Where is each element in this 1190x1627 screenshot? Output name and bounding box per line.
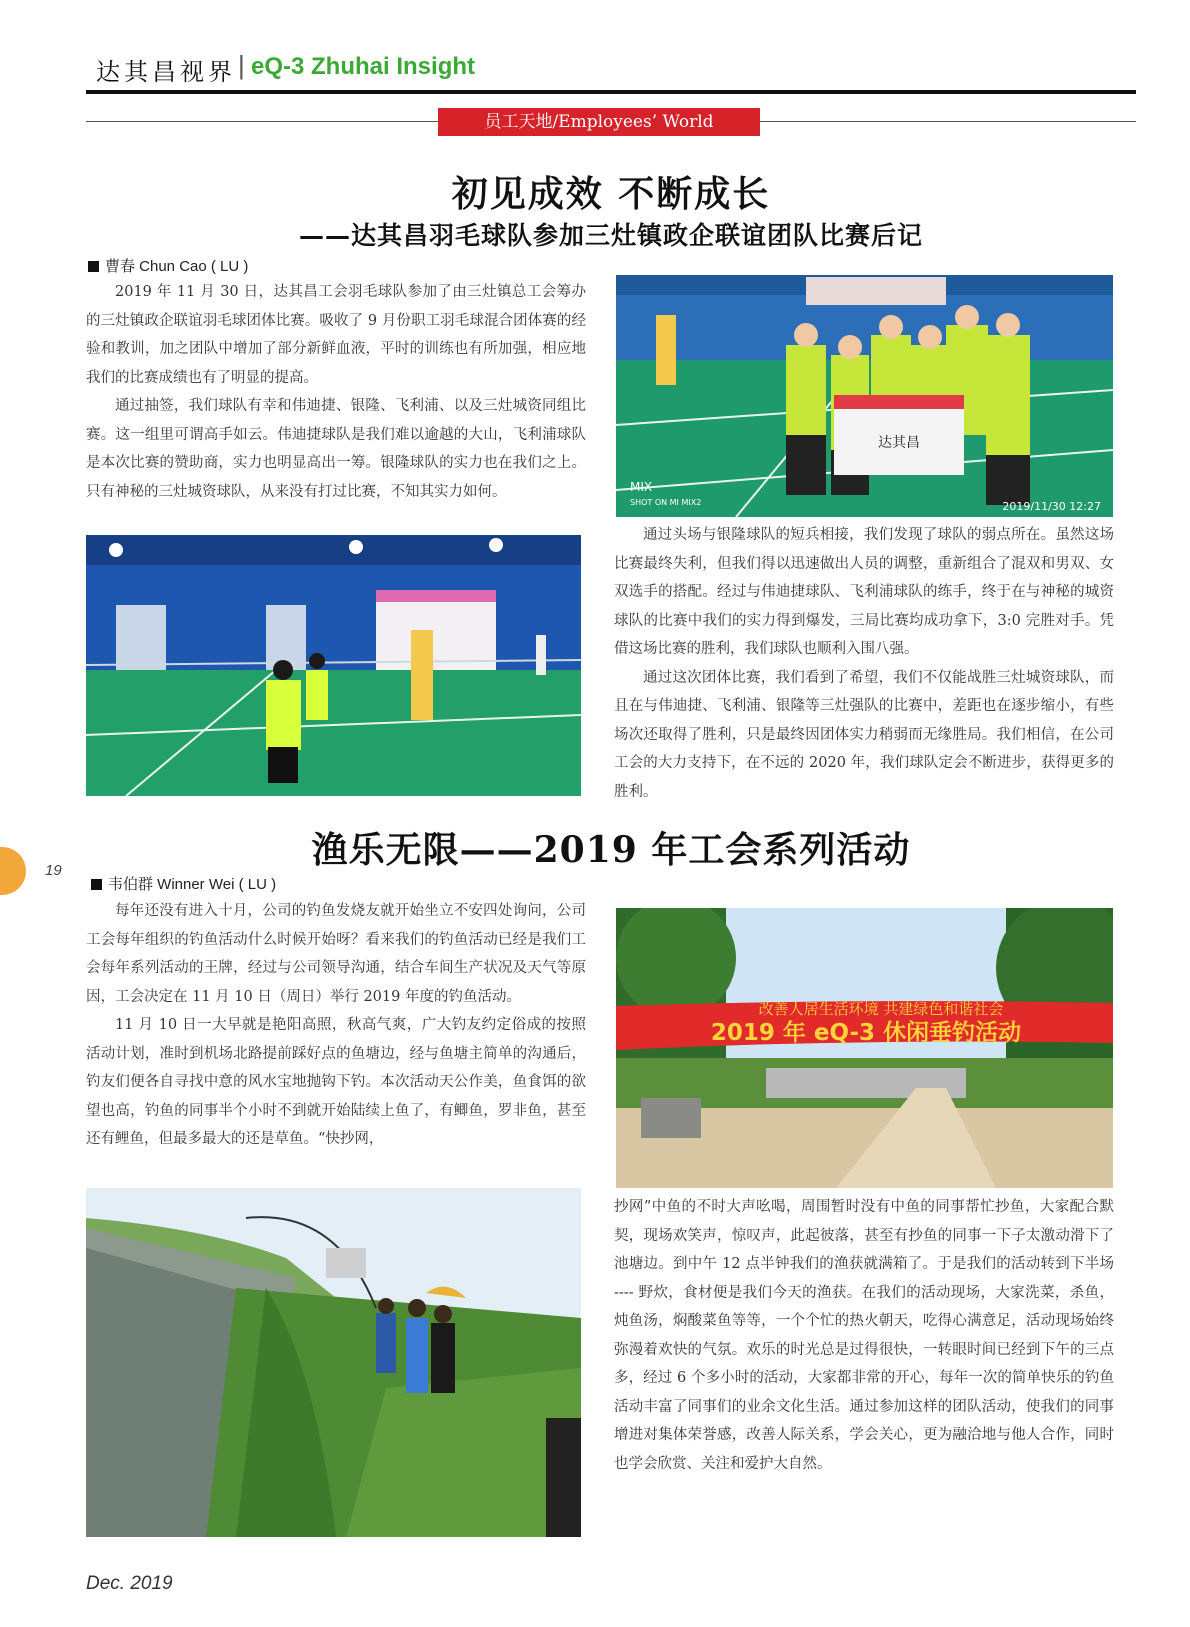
page-tab [0,847,26,895]
article1-author: 曹春 Chun Cao ( LU ) [105,258,249,275]
badminton-team-photo [616,275,1113,517]
fishing-pond-photo [86,1188,581,1537]
masthead-brand-cn: 达其昌视界 [96,58,236,86]
photo-timestamp: 2019/11/30 12:27 [1002,500,1101,513]
article2-paragraph: 11 月 10 日一大早就是艳阳高照，秋高气爽，广大钓友约定俗成的按照活动计划，准时到机场北路提前踩好点的鱼塘边，经与鱼塘主简单的沟通后，钓友们便各自寻找中意的风水宝地抛钩下钓。本次活动天公作美，鱼食饵的欲望也高，钓鱼的同事半个小时不到就开始陆续上鱼了，有鲫鱼，罗非鱼，甚至还有鲤鱼，但最多最大的还是草鱼。“快抄网， [86,1017,586,1147]
article1-subtitle: ——达其昌羽毛球队参加三灶镇政企联谊团队比赛后记 [298,221,923,250]
article2-paragraph: 抄网”中鱼的不时大声吆喝，周围暂时没有中鱼的同事帮忙抄鱼，大家配合默契，现场欢笑声，惊叹声，此起彼落，甚至有抄鱼的同事一下子太激动滑下了池塘边。到中午 12 点半钟我们的渔获就满箱了。于是我们的活动转到下半场 ---- 野炊，食材便是我们今天的渔获。在我们的活动现场，大家洗菜，杀鱼，炖鱼汤，焖酸菜鱼等等，一个个忙的热火朝天，吃得心满意足，活动现场始终弥漫着欢快的气氛。欢乐的时光总是过得很快，一转眼时间已经到下午的三点多，经过 6 个多小时的活动，大家都非常的开心，每年一次的简单快乐的钓鱼活动丰富了同事们的业余文化生活。通过参加这样的团队活动，使我们的同事增进对集体荣誉感，改善人际关系，学会关心，更为融洽地与他人合作，同时也学会欣赏、关注和爱护大自然。 [614,1199,1114,1472]
section-badge: 员工天地/Employees’ World [438,108,760,136]
article1-column-right [614,521,1114,806]
banner-slogan-small: 改善人居生活环境 共建绿色和谐社会 [758,1000,1004,1018]
article2-column-left [86,897,586,1154]
masthead [96,50,1136,86]
banner-slogan-large: 2019 年 eQ-3 休闲垂钓活动 [710,1020,1022,1046]
masthead-separator: | [238,50,245,80]
photo-watermark: MIX [630,480,653,494]
article1-paragraph: 2019 年 11 月 30 日，达其昌工会羽毛球队参加了由三灶镇总工会筹办的三灶镇政企联谊羽毛球团体比赛。吸收了 9 月份职工羽毛球混合团体赛的经验和教训，加之团队中增加了部分新鲜血液，平时的训练也有所加强，相应地我们的比赛成绩也有了明显的提高。 [86,284,586,386]
bullet-square-icon [88,261,99,272]
article1-paragraph: 通过抽签，我们球队有幸和伟迪捷、银隆、飞利浦、以及三灶城资同组比赛。这一组里可谓高手如云。伟迪捷球队是我们难以逾越的大山，飞利浦球队是本次比赛的赞助商，实力也明显高出一筹。银隆球队的实力也在我们之上。只有神秘的三灶城资球队，从来没有打过比赛，不知其实力如何。 [86,398,586,500]
article2-column-right [614,1193,1114,1478]
fishing-banner-photo [616,908,1113,1188]
article1-paragraph: 通过头场与银隆球队的短兵相接，我们发现了球队的弱点所在。虽然这场比赛最终失利，但我们得以迅速做出人员的调整，重新组合了混双和男双、女双选手的搭配。经过与伟迪捷球队、飞利浦球队的练手，终于在与神秘的城资球队的比赛中我们的实力得到爆发，三局比赛均成功拿下，3:0 完胜对手。凭借这场比赛的胜利，我们球队也顺利入围八强。 [614,527,1114,657]
article1-byline [88,255,248,276]
masthead-brand-en: eQ-3 Zhuhai Insight [251,53,476,80]
article1-paragraph: 通过这次团体比赛，我们看到了希望，我们不仅能战胜三灶城资球队，而且在与伟迪捷、飞利浦、银隆等三灶强队的比赛中，差距也在逐步缩小，有些场次还取得了胜利，只是最终因团体实力稍弱而无缘胜局。我们相信，在公司工会的大力支持下，在不远的 2020 年，我们球队定会不断进步，获得更多的胜利。 [614,669,1114,800]
page-number: 19 [45,862,62,879]
issue-date: Dec. 2019 [86,1573,173,1594]
bullet-square-icon [91,879,102,890]
badminton-match-photo [86,535,581,796]
photo-banner-text: 达其昌 [878,435,920,451]
photo-watermark-sub: SHOT ON MI MIX2 [630,498,702,507]
article1-title: 初见成效 不断成长 [451,173,771,215]
article2-paragraph: 每年还没有进入十月，公司的钓鱼发烧友就开始坐立不安四处询问，公司工会每年组织的钓鱼活动什么时候开始呀？看来我们的钓鱼活动已经是我们工会每年系列活动的王牌，经过与公司领导沟通，结合车间生产状况及天气等原因，工会决定在 11 月 10 日（周日）举行 2019 年度的钓鱼活动。 [86,903,586,1005]
article2-author: 韦伯群 Winner Wei ( LU ) [108,876,277,893]
article1-column-left [86,278,586,506]
masthead-rule [86,90,1136,94]
article2-title: 渔乐无限——2019 年工会系列活动 [311,829,911,871]
article2-byline [91,873,276,894]
